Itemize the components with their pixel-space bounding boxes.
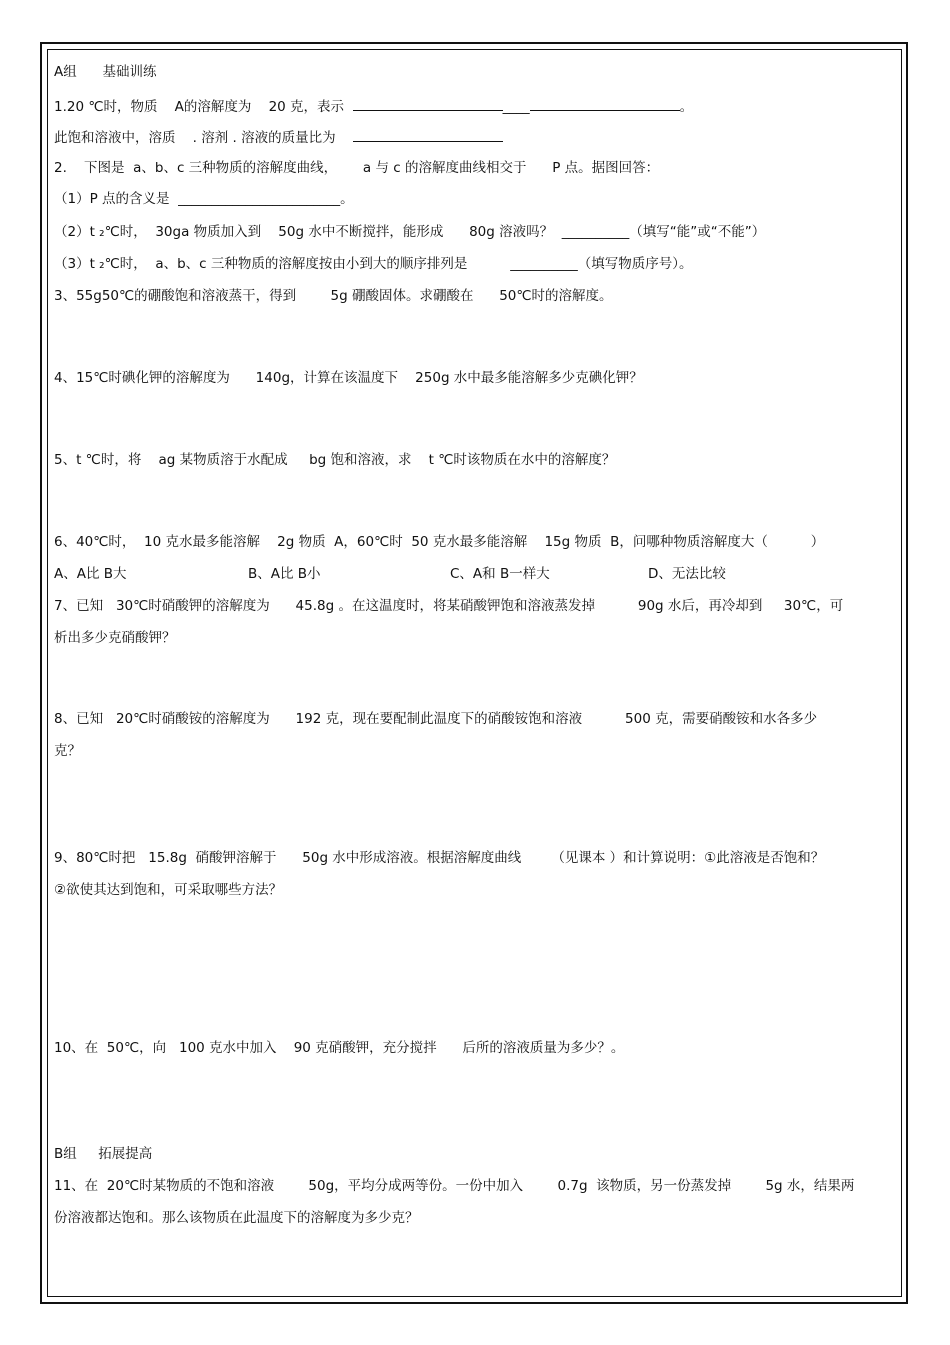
question-6-option-a: A、A比 B大	[54, 566, 127, 582]
question-9-line-2: ②欲使其达到饱和，可采取哪些方法？	[54, 882, 283, 898]
q1-blank-b[interactable]	[530, 96, 680, 111]
question-6-option-d: D、无法比较	[648, 566, 726, 582]
question-10: 10、在 50℃，向 100 克水中加入 90 克硝酸钾，充分搅拌 后所的溶液质量为多少？。	[54, 1040, 625, 1056]
question-11-line-1: 11、在 20℃时某物质的不饱和溶液 50g，平均分成两等份。一份中加入 0.7g 该物质，另一份蒸发掉 5g 水，结果两	[54, 1178, 855, 1194]
question-3: 3、55g50℃的硼酸饱和溶液蒸干，得到 5g 硼酸固体。求硼酸在 50℃时的溶解度。	[54, 288, 613, 304]
question-1-line-2	[54, 127, 503, 147]
q1-prefix: 1.20 ℃时，物质 A的溶解度为 20 克，表示	[54, 99, 353, 115]
question-4: 4、15℃时碘化钾的溶解度为 140g，计算在该温度下 250g 水中最多能溶解多少克碘化钾？	[54, 370, 643, 386]
question-8-line-1: 8、已知 20℃时硝酸铵的溶解度为 192 克，现在要配制此温度下的硝酸铵饱和溶液 500 克，需要硝酸铵和水各多少	[54, 711, 818, 727]
q1-ratio-blank[interactable]	[353, 127, 503, 142]
question-7-line-2: 析出多少克硝酸钾？	[54, 630, 176, 646]
question-9-line-1: 9、80℃时把 15.8g 硝酸钾溶解于 50g 水中形成溶液。根据溶解度曲线 （见课本 ）和计算说明：①此溶液是否饱和？	[54, 850, 825, 866]
group-a-heading: A组 基础训练	[54, 64, 157, 80]
question-6-stem: 6、40℃时， 10 克水最多能溶解 2g 物质 A，60℃时 50 克水最多能溶解 15g 物质 B，问哪种物质溶解度大（ ）	[54, 534, 825, 550]
question-5: 5、t ℃时，将 ag 某物质溶于水配成 bg 饱和溶液，求 t ℃时该物质在水中的溶解度？	[54, 452, 616, 468]
q1-line2-text: 此饱和溶液中，溶质 . 溶剂 . 溶液的质量比为	[54, 130, 336, 146]
q1-blank-mid: ____	[502, 99, 530, 115]
question-2-part-1: （1）P 点的含义是 ________________________。	[54, 191, 354, 207]
question-11-line-2: 份溶液都达饱和。那么该物质在此温度下的溶解度为多少克？	[54, 1210, 419, 1226]
question-2-intro: 2. 下图是 a、b、c 三种物质的溶解度曲线， a 与 c 的溶解度曲线相交于 P 点。据图回答：	[54, 160, 660, 176]
question-6-option-c: C、A和 B一样大	[450, 566, 550, 582]
group-b-heading: B组 拓展提高	[54, 1146, 153, 1162]
question-8-line-2: 克？	[54, 743, 81, 759]
question-7-line-1: 7、已知 30℃时硝酸钾的溶解度为 45.8g 。在这温度时，将某硝酸钾饱和溶液蒸发掉 90g 水后，再冷却到 30℃，可	[54, 598, 844, 614]
q1-blank-a[interactable]	[353, 96, 503, 111]
question-2-part-2: （2）t ₂℃时， 30ga 物质加入到 50g 水中不断搅拌，能形成 80g 溶液吗？ __________（填写“能”或“不能”）	[54, 224, 766, 240]
q1-end: 。	[679, 99, 694, 115]
question-2-part-3: （3）t ₂℃时， a、b、c 三种物质的溶解度按由小到大的顺序排列是 __________（填写物质序号）。	[54, 256, 693, 272]
question-6-option-b: B、A比 B小	[248, 566, 321, 582]
question-1-line-1	[54, 96, 693, 116]
